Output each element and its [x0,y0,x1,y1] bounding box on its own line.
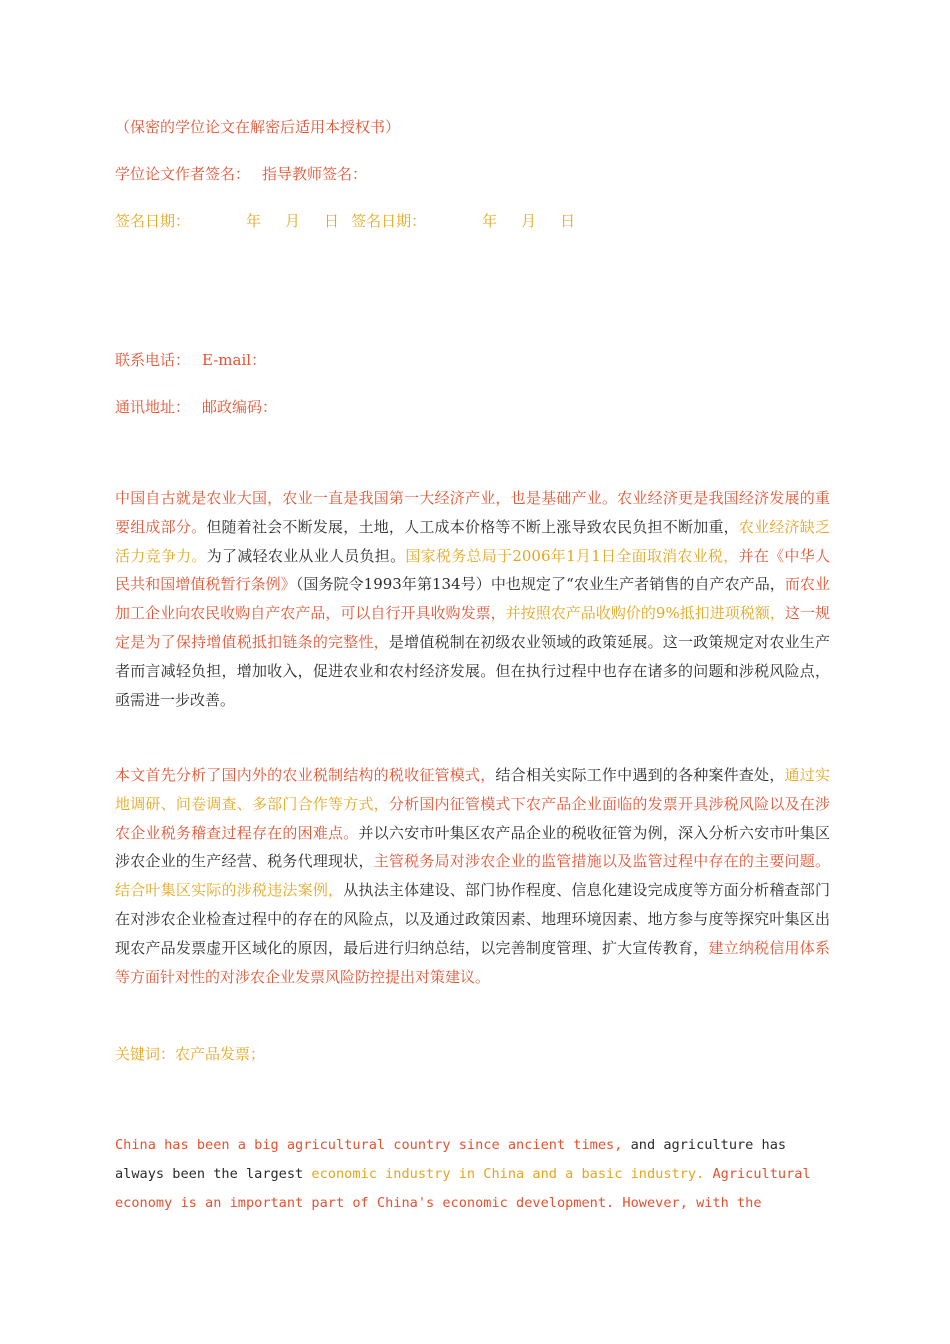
text-segment: China has been a big agricultural country since ancient times, [115,1137,623,1153]
abstract-cn-paragraph-2 [115,761,830,991]
abstract-cn-paragraph-1 [115,484,830,714]
text-segment: 但随着社会不断发展，土地，人工成本价格等不断上涨导致农民负担不断加重， [206,517,739,536]
text-segment: 建立纳税信用体系等方面针对性的对涉农企业发票风险防控提出对策建议。 [115,938,830,986]
text-segment: 结合相关实际工作中遇到的各种案件查处， [495,766,785,784]
text-segment: 而农业加工企业向农民收购自产农产品，可以自行开具收购发票， [115,575,830,623]
sign-date-label-1: 签名日期： [115,212,191,230]
text-segment: 从执法主体建设、部门协作程度、信息化建设完成度等方面分析稽查部门在对涉农企业检查过程中的存在的风险点，以及通过政策因素、地理环境因素、地方参与度等探究叶集区出现农产品发票虚开区域化的原因，最后进行归纳总结，以完善制度管理、扩大宣传教育， [115,881,830,957]
email-label: E-mail： [202,351,267,369]
text-segment: and agriculture has always been the largest [115,1137,787,1182]
day-label-2: 日 [560,212,576,230]
text-segment: 本文首先分析了国内外的农业税制结构的税收征管模式， [115,766,496,784]
text-segment: 这一规定是为了保持增值税抵扣链条的完整性， [115,604,830,651]
text-segment: 并以六安市叶集区农产品企业的税收征管为例，深入分析六安市叶集区涉农企业的生产经营、税务代理现状， [115,823,830,871]
month-label-2: 月 [521,212,537,230]
text-segment: 结合叶集区实际的涉税违法案例， [115,881,344,900]
day-label-1: 日 [324,212,340,230]
text-segment: 是增值税制在初级农业领域的政策延展。这一政策规定对农业生产者而言减轻负担，增加收入，促进农业和农村经济发展。但在执行过程中也存在诸多的问题和涉税风险点，亟需进一步改善。 [115,632,830,709]
abstract-en-paragraph [115,1131,835,1218]
text-segment: 并按照农产品收购价的9%抵扣进项税额， [505,604,785,623]
sign-date-row [115,210,575,231]
text-segment: （国务院令1993年第134号）中也规定了“农业生产者销售的自产农产品， [295,575,785,594]
text-segment: 并在《中华人民共和国增值税暂行条例》 [115,546,830,594]
confidential-note: （保密的学位论文在解密后适用本授权书） [115,118,401,136]
address-label: 通讯地址： [115,398,191,416]
sign-date-label-2: 签名日期： [351,212,427,230]
advisor-signature-label: 指导教师签名： [262,165,368,183]
text-segment: economic industry in China and a basic industry. [311,1166,705,1182]
contact-row [115,349,266,370]
text-segment: 为了减轻农业从业人员负担。 [206,546,406,565]
text-segment: 分析国内征管模式下农产品企业面临的发票开具涉税风险以及在涉农企业税务稽查过程存在的困难点。 [115,794,830,842]
text-segment: 农业经济缺乏活力竞争力。 [115,517,830,565]
address-row [115,396,277,417]
signature-row [115,163,367,184]
keywords: 关键词：农产品发票； [115,1045,266,1063]
author-signature-label: 学位论文作者签名： [115,165,251,183]
text-segment: 主管税务局对涉农企业的监管措施以及监管过程中存在的主要问题。 [373,852,830,871]
postcode-label: 邮政编码： [202,398,278,416]
text-segment: 国家税务总局于2006年1月1日全面取消农业税， [405,546,739,565]
year-label-2: 年 [482,212,498,230]
phone-label: 联系电话： [115,351,191,369]
year-label-1: 年 [246,212,262,230]
month-label-1: 月 [285,212,301,230]
text-segment: 中国自古就是农业大国，农业一直是我国第一大经济产业，也是基础产业。农业经济更是我国经济发展的重要组成部分。 [115,489,830,536]
text-segment: 通过实地调研、问卷调查、多部门合作等方式， [115,766,830,813]
text-segment: Agricultural economy is an important part of China's economic development. However, with the [115,1166,811,1211]
